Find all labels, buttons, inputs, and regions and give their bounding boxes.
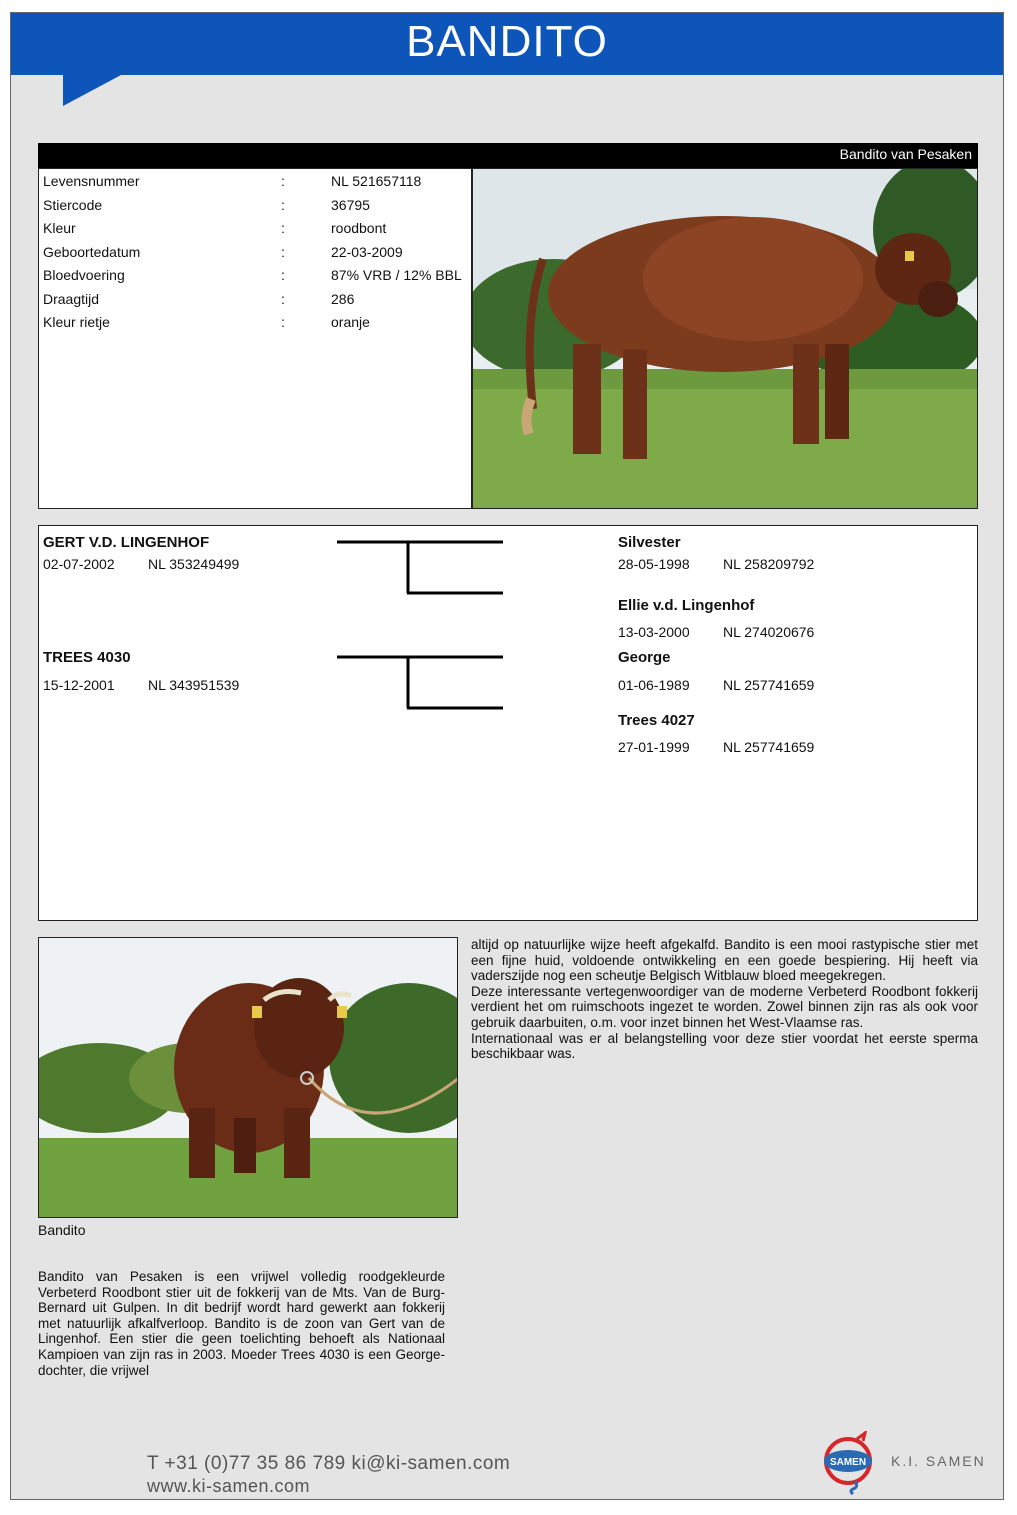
sire-sire-name: Silvester (618, 534, 681, 551)
sire-sire-date: 28-05-1998 (618, 556, 690, 572)
dam-dam-name: Trees 4027 (618, 712, 695, 729)
description-paragraph-3: Deze interessante vertegenwoordiger van de moderne Verbeterd Roodbont fokkerij verdient het om ruimschoots ingezet te worden. Zowel binnen zijn ras als ook voor gebruik daarbuiten, o.m. voor inzet binnen het West-Vlaamse ras. (471, 983, 978, 1030)
info-sep: : (281, 173, 285, 189)
header-banner (11, 13, 1003, 75)
contact-line: T +31 (0)77 35 86 789 ki@ki-samen.com (147, 1453, 511, 1474)
info-label: Levensnummer (43, 173, 140, 189)
info-value: oranje (331, 314, 370, 330)
dam-sire-name: George (618, 649, 671, 666)
info-row-bloedvoering (43, 267, 473, 289)
sire-dam-number: NL 274020676 (723, 624, 815, 640)
dam-sire-number: NL 257741659 (723, 677, 815, 693)
pedigree-connector-lines (337, 538, 507, 713)
info-sep: : (281, 267, 285, 283)
description-column-2 (471, 937, 978, 1062)
logo-badge-text: SAMEN (829, 1457, 867, 1468)
info-label: Kleur (43, 220, 76, 236)
info-value: 87% VRB / 12% BBL (331, 267, 462, 283)
dam-number: NL 343951539 (148, 677, 240, 693)
sire-date: 02-07-2002 (43, 556, 115, 572)
page-frame (10, 12, 1004, 1500)
info-label: Stiercode (43, 197, 103, 213)
info-label: Draagtijd (43, 291, 100, 307)
dam-name: TREES 4030 (43, 649, 131, 666)
bull-front-photo (38, 937, 458, 1218)
ki-samen-logo (817, 1431, 879, 1495)
header-flag (63, 75, 121, 106)
info-value: 22-03-2009 (331, 244, 403, 260)
info-sep: : (281, 314, 285, 330)
info-value: 286 (331, 291, 355, 307)
description-paragraph-1: Bandito van Pesaken is een vrijwel volledig roodgekleurde Verbeterd Roodbont stier uit de fokkerij van de Mts. Van de Burg-Bernard uit Gulpen. In dit bedrijf wordt hard gewerkt aan fokkerij met natuurlijk afkalfverloop. Bandito is de zoon van Gert van de Lingenhof. Een stier die geen toelichting behoeft als Nationaal Kampioen van zijn ras in 2003. Moeder Trees 4030 is een George-dochter, die vrijwel (38, 1269, 445, 1378)
info-sep: : (281, 244, 285, 260)
photo-caption: Bandito (38, 1222, 86, 1238)
page-title: BANDITO (406, 17, 608, 66)
logo-text: K.I. SAMEN (891, 1453, 986, 1469)
sire-sire-number: NL 258209792 (723, 556, 815, 572)
pedigree-panel (38, 525, 978, 921)
info-row-stiercode (43, 197, 473, 219)
sire-dam-name: Ellie v.d. Lingenhof (618, 597, 755, 614)
description-paragraph-2: altijd op natuurlijke wijze heeft afgekalfd. Bandito is een mooi rastypische stier met een fijne huid, voldoende ontwikkeling en een goede bespiering. Hij heeft via vaderszijde nog een scheutje Belgisch Witblauw bloed meegekregen. (471, 937, 978, 984)
info-sep: : (281, 197, 285, 213)
info-row-kleur (43, 220, 473, 242)
dam-date: 15-12-2001 (43, 677, 115, 693)
dam-sire-date: 01-06-1989 (618, 677, 690, 693)
info-value: roodbont (331, 220, 387, 236)
sire-number: NL 353249499 (148, 556, 240, 572)
info-label: Kleur rietje (43, 314, 110, 330)
description-paragraph-4: Internationaal was er al belangstelling voor deze stier voordat het eerste sperma beschikbaar was. (471, 1030, 978, 1062)
dam-dam-number: NL 257741659 (723, 739, 815, 755)
sire-name: GERT V.D. LINGENHOF (43, 534, 210, 551)
info-label: Geboortedatum (43, 244, 141, 260)
bull-side-photo (472, 168, 978, 509)
info-row-draagtijd (43, 291, 473, 313)
info-value: 36795 (331, 197, 370, 213)
info-row-kleur-rietje (43, 314, 473, 336)
info-sep: : (281, 220, 285, 236)
sire-dam-date: 13-03-2000 (618, 624, 690, 640)
dam-dam-date: 27-01-1999 (618, 739, 690, 755)
website-link[interactable]: www.ki-samen.com (147, 1476, 311, 1496)
info-row-geboortedatum (43, 244, 473, 266)
info-bar: Bandito van Pesaken (38, 143, 978, 168)
info-table (38, 168, 472, 509)
info-sep: : (281, 291, 285, 307)
info-label: Bloedvoering (43, 267, 125, 283)
info-row-levensnummer (43, 173, 473, 195)
info-value: NL 521657118 (331, 173, 422, 189)
